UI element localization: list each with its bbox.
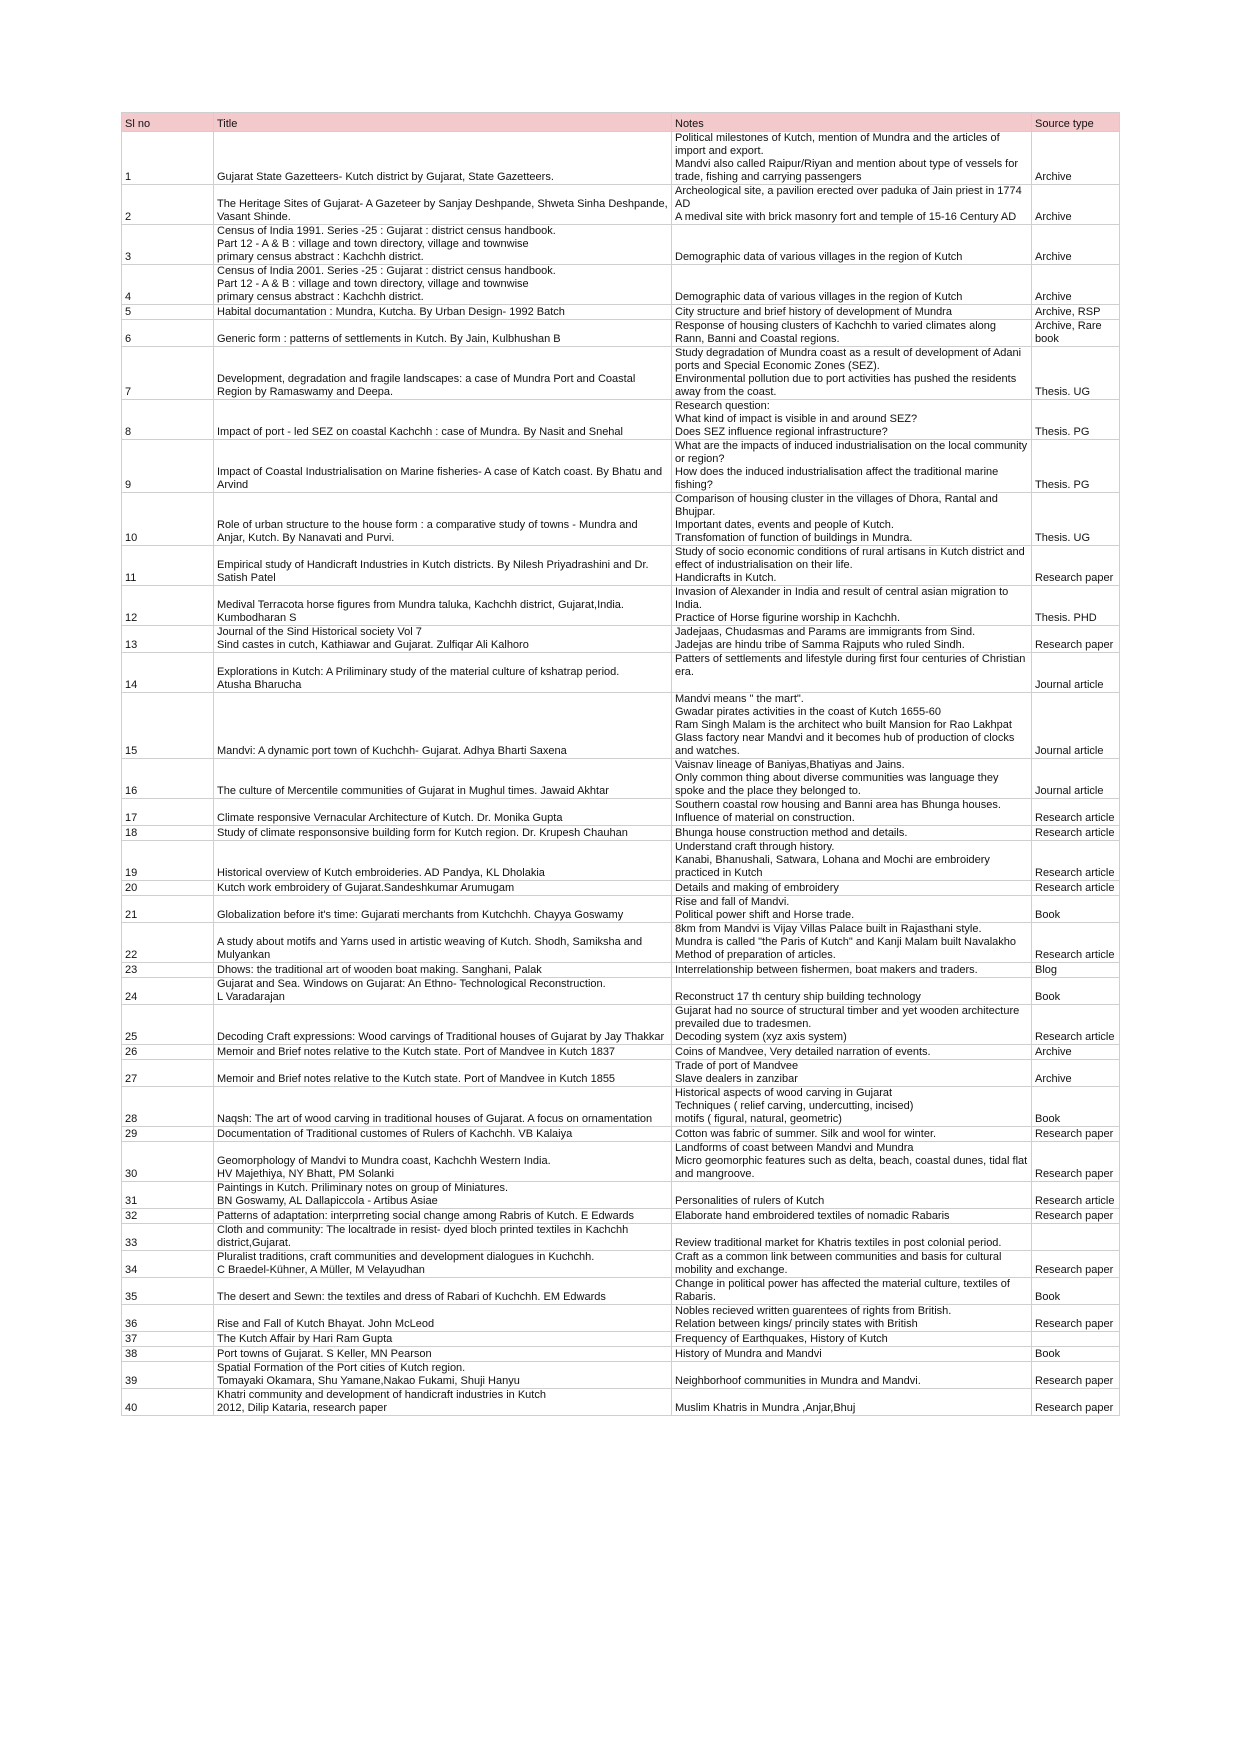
cell-sl-no: 28 bbox=[122, 1087, 214, 1127]
cell-notes: Muslim Khatris in Mundra ,Anjar,Bhuj bbox=[672, 1389, 1032, 1416]
cell-source-type: Book bbox=[1032, 1347, 1120, 1362]
table-row bbox=[122, 626, 1120, 653]
table-row bbox=[122, 1060, 1120, 1087]
table-row bbox=[122, 225, 1120, 265]
cell-sl-no: 14 bbox=[122, 653, 214, 693]
cell-notes: Elaborate hand embroidered textiles of nomadic Rabaris bbox=[672, 1209, 1032, 1224]
cell-source-type: Research paper bbox=[1032, 1305, 1120, 1332]
table-row bbox=[122, 963, 1120, 978]
cell-notes: Demographic data of various villages in the region of Kutch bbox=[672, 265, 1032, 305]
cell-title: Generic form : patterns of settlements in Kutch. By Jain, Kulbhushan B bbox=[214, 320, 672, 347]
table-row bbox=[122, 320, 1120, 347]
cell-title: The desert and Sewn: the textiles and dress of Rabari of Kuchchh. EM Edwards bbox=[214, 1278, 672, 1305]
table-row bbox=[122, 1045, 1120, 1060]
cell-notes: Nobles recieved written guarentees of rights from British. Relation between kings/ princily states with British bbox=[672, 1305, 1032, 1332]
cell-title: Gujarat State Gazetteers- Kutch district by Gujarat, State Gazetteers. bbox=[214, 132, 672, 185]
table-row bbox=[122, 693, 1120, 759]
cell-sl-no: 5 bbox=[122, 305, 214, 320]
table-row bbox=[122, 132, 1120, 185]
cell-sl-no: 16 bbox=[122, 759, 214, 799]
cell-notes: Study degradation of Mundra coast as a result of development of Adani ports and Special Economic Zones (SEZ). Environmental pollution due to port activities has pushed the residents away from the coast. bbox=[672, 347, 1032, 400]
cell-notes: Gujarat had no source of structural timber and yet wooden architecture prevailed due to tradesmen. Decoding system (xyz axis system) bbox=[672, 1005, 1032, 1045]
cell-source-type: Research paper bbox=[1032, 1362, 1120, 1389]
cell-notes: City structure and brief history of development of Mundra bbox=[672, 305, 1032, 320]
cell-notes: History of Mundra and Mandvi bbox=[672, 1347, 1032, 1362]
table-row bbox=[122, 841, 1120, 881]
sources-table bbox=[121, 112, 1120, 1416]
table-row bbox=[122, 586, 1120, 626]
cell-source-type: Research paper bbox=[1032, 1209, 1120, 1224]
cell-title: Memoir and Brief notes relative to the Kutch state. Port of Mandvee in Kutch 1855 bbox=[214, 1060, 672, 1087]
cell-notes: Invasion of Alexander in India and result of central asian migration to India. Practice of Horse figurine worship in Kachchh. bbox=[672, 586, 1032, 626]
cell-sl-no: 24 bbox=[122, 978, 214, 1005]
cell-title: Naqsh: The art of wood carving in traditional houses of Gujarat. A focus on ornamentation bbox=[214, 1087, 672, 1127]
cell-title: Cloth and community: The localtrade in resist- dyed bloch printed textiles in Kachchh district,Gujarat. bbox=[214, 1224, 672, 1251]
table-row bbox=[122, 265, 1120, 305]
cell-sl-no: 40 bbox=[122, 1389, 214, 1416]
cell-source-type: Research article bbox=[1032, 923, 1120, 963]
cell-source-type: Archive bbox=[1032, 1060, 1120, 1087]
cell-notes: Craft as a common link between communities and basis for cultural mobility and exchange. bbox=[672, 1251, 1032, 1278]
cell-notes: Archeological site, a pavilion erected over paduka of Jain priest in 1774 AD A medival site with brick masonry fort and temple of 15-16 Century AD bbox=[672, 185, 1032, 225]
cell-notes: 8km from Mandvi is Vijay Villas Palace built in Rajasthani style. Mundra is called "the Paris of Kutch" and Kanji Malam built Navalakho Method of preparation of articles. bbox=[672, 923, 1032, 963]
cell-notes: Southern coastal row housing and Banni area has Bhunga houses. Influence of material on construction. bbox=[672, 799, 1032, 826]
cell-source-type: Journal article bbox=[1032, 693, 1120, 759]
table-row bbox=[122, 1347, 1120, 1362]
cell-sl-no: 19 bbox=[122, 841, 214, 881]
cell-title: Empirical study of Handicraft Industries in Kutch districts. By Nilesh Priyadrashini and Dr. Satish Patel bbox=[214, 546, 672, 586]
cell-sl-no: 26 bbox=[122, 1045, 214, 1060]
cell-title: Spatial Formation of the Port cities of Kutch region. Tomayaki Okamara, Shu Yamane,Nakao Fukami, Shuji Hanyu bbox=[214, 1362, 672, 1389]
table-row bbox=[122, 923, 1120, 963]
cell-source-type: Research article bbox=[1032, 826, 1120, 841]
cell-notes: Patters of settlements and lifestyle during first four centuries of Christian era. bbox=[672, 653, 1032, 693]
cell-source-type: Thesis. PHD bbox=[1032, 586, 1120, 626]
cell-notes: Research question: What kind of impact is visible in and around SEZ? Does SEZ influence regional infrastructure? bbox=[672, 400, 1032, 440]
table-row bbox=[122, 759, 1120, 799]
cell-sl-no: 21 bbox=[122, 896, 214, 923]
cell-sl-no: 29 bbox=[122, 1127, 214, 1142]
cell-title: Mandvi: A dynamic port town of Kuchchh- Gujarat. Adhya Bharti Saxena bbox=[214, 693, 672, 759]
table-row bbox=[122, 978, 1120, 1005]
cell-sl-no: 2 bbox=[122, 185, 214, 225]
cell-sl-no: 20 bbox=[122, 881, 214, 896]
cell-title: Geomorphology of Mandvi to Mundra coast, Kachchh Western India. HV Majethiya, NY Bhatt, PM Solanki bbox=[214, 1142, 672, 1182]
cell-title: Khatri community and development of handicraft industries in Kutch 2012, Dilip Kataria, research paper bbox=[214, 1389, 672, 1416]
cell-title: Role of urban structure to the house form : a comparative study of towns - Mundra and Anjar, Kutch. By Nanavati and Purvi. bbox=[214, 493, 672, 546]
cell-sl-no: 17 bbox=[122, 799, 214, 826]
cell-notes: Jadejaas, Chudasmas and Params are immigrants from Sind. Jadejas are hindu tribe of Samma Rajputs who ruled Sindh. bbox=[672, 626, 1032, 653]
cell-source-type: Research paper bbox=[1032, 1251, 1120, 1278]
cell-notes: Rise and fall of Mandvi. Political power shift and Horse trade. bbox=[672, 896, 1032, 923]
cell-sl-no: 18 bbox=[122, 826, 214, 841]
cell-title: Paintings in Kutch. Priliminary notes on group of Miniatures. BN Goswamy, AL Dallapiccola - Artibus Asiae bbox=[214, 1182, 672, 1209]
cell-title: Gujarat and Sea. Windows on Gujarat: An Ethno- Technological Reconstruction. L Varadarajan bbox=[214, 978, 672, 1005]
sources-sheet bbox=[121, 112, 1119, 1416]
cell-source-type: Archive, RSP bbox=[1032, 305, 1120, 320]
table-row bbox=[122, 881, 1120, 896]
cell-title: Development, degradation and fragile landscapes: a case of Mundra Port and Coastal Region by Ramaswamy and Deepa. bbox=[214, 347, 672, 400]
cell-sl-no: 13 bbox=[122, 626, 214, 653]
cell-title: Impact of port - led SEZ on coastal Kachchh : case of Mundra. By Nasit and Snehal bbox=[214, 400, 672, 440]
cell-notes: Coins of Mandvee, Very detailed narration of events. bbox=[672, 1045, 1032, 1060]
table-row bbox=[122, 653, 1120, 693]
table-row bbox=[122, 185, 1120, 225]
table-row bbox=[122, 1389, 1120, 1416]
cell-notes: Political milestones of Kutch, mention of Mundra and the articles of import and export. Mandvi also called Raipur/Riyan and mention about type of vessels for trade, fishing and carrying passengers bbox=[672, 132, 1032, 185]
cell-title: Census of India 2001. Series -25 : Gujarat : district census handbook. Part 12 - A & B : village and town directory, village and townwise primary census abstract : Kachchh district. bbox=[214, 265, 672, 305]
table-row bbox=[122, 1142, 1120, 1182]
cell-notes: Details and making of embroidery bbox=[672, 881, 1032, 896]
cell-sl-no: 30 bbox=[122, 1142, 214, 1182]
cell-notes: Cotton was fabric of summer. Silk and wool for winter. bbox=[672, 1127, 1032, 1142]
cell-source-type: Archive bbox=[1032, 1045, 1120, 1060]
cell-notes: Response of housing clusters of Kachchh to varied climates along Rann, Banni and Coastal regions. bbox=[672, 320, 1032, 347]
cell-source-type: Blog bbox=[1032, 963, 1120, 978]
cell-notes: Vaisnav lineage of Baniyas,Bhatiyas and Jains. Only common thing about diverse communities was language they spoke and the place they belonged to. bbox=[672, 759, 1032, 799]
cell-notes: Understand craft through history. Kanabi, Bhanushali, Satwara, Lohana and Mochi are embroidery practiced in Kutch bbox=[672, 841, 1032, 881]
table-row bbox=[122, 1305, 1120, 1332]
cell-sl-no: 37 bbox=[122, 1332, 214, 1347]
cell-notes: Study of socio economic conditions of rural artisans in Kutch district and effect of industrialisation on their life. Handicrafts in Kutch. bbox=[672, 546, 1032, 586]
cell-source-type: Thesis. PG bbox=[1032, 440, 1120, 493]
table-row bbox=[122, 1182, 1120, 1209]
cell-title: A study about motifs and Yarns used in artistic weaving of Kutch. Shodh, Samiksha and Mulyankan bbox=[214, 923, 672, 963]
cell-sl-no: 35 bbox=[122, 1278, 214, 1305]
table-row bbox=[122, 1332, 1120, 1347]
cell-notes: Comparison of housing cluster in the villages of Dhora, Rantal and Bhujpar. Important dates, events and people of Kutch. Transfomation of function of buildings in Mundra. bbox=[672, 493, 1032, 546]
cell-source-type: Research article bbox=[1032, 799, 1120, 826]
cell-source-type: Research paper bbox=[1032, 1127, 1120, 1142]
cell-sl-no: 34 bbox=[122, 1251, 214, 1278]
cell-title: The culture of Mercentile communities of Gujarat in Mughul times. Jawaid Akhtar bbox=[214, 759, 672, 799]
table-row bbox=[122, 546, 1120, 586]
table-row bbox=[122, 1127, 1120, 1142]
cell-sl-no: 22 bbox=[122, 923, 214, 963]
cell-title: Pluralist traditions, craft communities and development dialogues in Kuchchh. C Braedel-Kühner, A Müller, M Velayudhan bbox=[214, 1251, 672, 1278]
cell-source-type: Book bbox=[1032, 978, 1120, 1005]
table-row bbox=[122, 1251, 1120, 1278]
cell-title: Memoir and Brief notes relative to the Kutch state. Port of Mandvee in Kutch 1837 bbox=[214, 1045, 672, 1060]
table-row bbox=[122, 896, 1120, 923]
cell-notes: Historical aspects of wood carving in Gujarat Techniques ( relief carving, undercutting, incised) motifs ( figural, natural, geometric) bbox=[672, 1087, 1032, 1127]
cell-title: Climate responsive Vernacular Architecture of Kutch. Dr. Monika Gupta bbox=[214, 799, 672, 826]
table-body bbox=[122, 132, 1120, 1416]
cell-source-type: Book bbox=[1032, 1278, 1120, 1305]
cell-source-type bbox=[1032, 1332, 1120, 1347]
cell-title: Journal of the Sind Historical society Vol 7 Sind castes in cutch, Kathiawar and Gujarat. Zulfiqar Ali Kalhoro bbox=[214, 626, 672, 653]
cell-sl-no: 15 bbox=[122, 693, 214, 759]
cell-source-type: Journal article bbox=[1032, 759, 1120, 799]
cell-notes: Personalities of rulers of Kutch bbox=[672, 1182, 1032, 1209]
table-row bbox=[122, 305, 1120, 320]
cell-source-type: Research article bbox=[1032, 1005, 1120, 1045]
cell-source-type bbox=[1032, 1224, 1120, 1251]
table-row bbox=[122, 347, 1120, 400]
cell-source-type: Archive bbox=[1032, 265, 1120, 305]
cell-title: Historical overview of Kutch embroideries. AD Pandya, KL Dholakia bbox=[214, 841, 672, 881]
header-notes: Notes bbox=[672, 113, 1032, 132]
cell-title: Port towns of Gujarat. S Keller, MN Pearson bbox=[214, 1347, 672, 1362]
table-row bbox=[122, 799, 1120, 826]
cell-title: Decoding Craft expressions: Wood carvings of Traditional houses of Gujarat by Jay Thakkar bbox=[214, 1005, 672, 1045]
cell-sl-no: 3 bbox=[122, 225, 214, 265]
cell-notes: Bhunga house construction method and details. bbox=[672, 826, 1032, 841]
cell-source-type: Research article bbox=[1032, 841, 1120, 881]
cell-title: The Kutch Affair by Hari Ram Gupta bbox=[214, 1332, 672, 1347]
cell-sl-no: 39 bbox=[122, 1362, 214, 1389]
cell-notes: Trade of port of Mandvee Slave dealers in zanzibar bbox=[672, 1060, 1032, 1087]
cell-source-type: Thesis. UG bbox=[1032, 493, 1120, 546]
cell-sl-no: 9 bbox=[122, 440, 214, 493]
cell-notes: Demographic data of various villages in the region of Kutch bbox=[672, 225, 1032, 265]
header-sl-no: Sl no bbox=[122, 113, 214, 132]
header-source-type: Source type bbox=[1032, 113, 1120, 132]
cell-sl-no: 33 bbox=[122, 1224, 214, 1251]
cell-title: Census of India 1991. Series -25 : Gujarat : district census handbook. Part 12 - A & B : village and town directory, village and townwise primary census abstract : Kachchh district. bbox=[214, 225, 672, 265]
table-row bbox=[122, 1224, 1120, 1251]
cell-sl-no: 6 bbox=[122, 320, 214, 347]
table-row bbox=[122, 1087, 1120, 1127]
cell-notes: What are the impacts of induced industrialisation on the local community or region? How does the induced industrialisation affect the traditional marine fishing? bbox=[672, 440, 1032, 493]
table-row bbox=[122, 440, 1120, 493]
cell-source-type: Book bbox=[1032, 1087, 1120, 1127]
table-row bbox=[122, 1209, 1120, 1224]
cell-title: Habital documantation : Mundra, Kutcha. By Urban Design- 1992 Batch bbox=[214, 305, 672, 320]
cell-notes: Neighborhoof communities in Mundra and Mandvi. bbox=[672, 1362, 1032, 1389]
cell-title: Kutch work embroidery of Gujarat.Sandeshkumar Arumugam bbox=[214, 881, 672, 896]
cell-source-type: Thesis. PG bbox=[1032, 400, 1120, 440]
cell-source-type: Archive, Rare book bbox=[1032, 320, 1120, 347]
cell-title: Patterns of adaptation: interprreting social change among Rabris of Kutch. E Edwards bbox=[214, 1209, 672, 1224]
cell-source-type: Research paper bbox=[1032, 626, 1120, 653]
cell-source-type: Archive bbox=[1032, 132, 1120, 185]
cell-sl-no: 38 bbox=[122, 1347, 214, 1362]
cell-source-type: Journal article bbox=[1032, 653, 1120, 693]
cell-sl-no: 36 bbox=[122, 1305, 214, 1332]
cell-sl-no: 7 bbox=[122, 347, 214, 400]
table-row bbox=[122, 1362, 1120, 1389]
cell-sl-no: 4 bbox=[122, 265, 214, 305]
cell-title: Medival Terracota horse figures from Mundra taluka, Kachchh district, Gujarat,India. Kumbodharan S bbox=[214, 586, 672, 626]
cell-notes: Reconstruct 17 th century ship building technology bbox=[672, 978, 1032, 1005]
cell-notes: Mandvi means " the mart". Gwadar pirates activities in the coast of Kutch 1655-60 Ram Singh Malam is the architect who built Mansion for Rao Lakhpat Glass factory near Mandvi and it becomes hub of production of clocks and watches. bbox=[672, 693, 1032, 759]
cell-title: Explorations in Kutch: A Priliminary study of the material culture of kshatrap period. Atusha Bharucha bbox=[214, 653, 672, 693]
cell-source-type: Research paper bbox=[1032, 546, 1120, 586]
cell-title: Impact of Coastal Industrialisation on Marine fisheries- A case of Katch coast. By Bhatu and Arvind bbox=[214, 440, 672, 493]
cell-title: Study of climate responsonsive building form for Kutch region. Dr. Krupesh Chauhan bbox=[214, 826, 672, 841]
cell-sl-no: 8 bbox=[122, 400, 214, 440]
cell-source-type: Archive bbox=[1032, 185, 1120, 225]
cell-title: Dhows: the traditional art of wooden boat making. Sanghani, Palak bbox=[214, 963, 672, 978]
cell-sl-no: 25 bbox=[122, 1005, 214, 1045]
cell-notes: Landforms of coast between Mandvi and Mundra Micro geomorphic features such as delta, beach, coastal dunes, tidal flat and mangroove. bbox=[672, 1142, 1032, 1182]
cell-source-type: Research article bbox=[1032, 881, 1120, 896]
cell-sl-no: 32 bbox=[122, 1209, 214, 1224]
cell-notes: Frequency of Earthquakes, History of Kutch bbox=[672, 1332, 1032, 1347]
cell-title: Globalization before it's time: Gujarati merchants from Kutchchh. Chayya Goswamy bbox=[214, 896, 672, 923]
table-row bbox=[122, 1278, 1120, 1305]
table-row bbox=[122, 400, 1120, 440]
table-row bbox=[122, 826, 1120, 841]
cell-source-type: Research paper bbox=[1032, 1142, 1120, 1182]
cell-title: Rise and Fall of Kutch Bhayat. John McLeod bbox=[214, 1305, 672, 1332]
cell-source-type: Archive bbox=[1032, 225, 1120, 265]
table-row bbox=[122, 493, 1120, 546]
cell-sl-no: 1 bbox=[122, 132, 214, 185]
cell-notes: Review traditional market for Khatris textiles in post colonial period. bbox=[672, 1224, 1032, 1251]
cell-source-type: Research paper bbox=[1032, 1389, 1120, 1416]
cell-sl-no: 11 bbox=[122, 546, 214, 586]
cell-sl-no: 10 bbox=[122, 493, 214, 546]
cell-source-type: Thesis. UG bbox=[1032, 347, 1120, 400]
cell-sl-no: 31 bbox=[122, 1182, 214, 1209]
cell-title: The Heritage Sites of Gujarat- A Gazeteer by Sanjay Deshpande, Shweta Sinha Deshpande, Vasant Shinde. bbox=[214, 185, 672, 225]
cell-source-type: Book bbox=[1032, 896, 1120, 923]
cell-notes: Interrelationship between fishermen, boat makers and traders. bbox=[672, 963, 1032, 978]
cell-sl-no: 23 bbox=[122, 963, 214, 978]
header-title: Title bbox=[214, 113, 672, 132]
cell-title: Documentation of Traditional customes of Rulers of Kachchh. VB Kalaiya bbox=[214, 1127, 672, 1142]
cell-sl-no: 12 bbox=[122, 586, 214, 626]
cell-source-type: Research article bbox=[1032, 1182, 1120, 1209]
cell-sl-no: 27 bbox=[122, 1060, 214, 1087]
table-row bbox=[122, 1005, 1120, 1045]
cell-notes: Change in political power has affected the material culture, textiles of Rabaris. bbox=[672, 1278, 1032, 1305]
header-row bbox=[122, 113, 1120, 132]
